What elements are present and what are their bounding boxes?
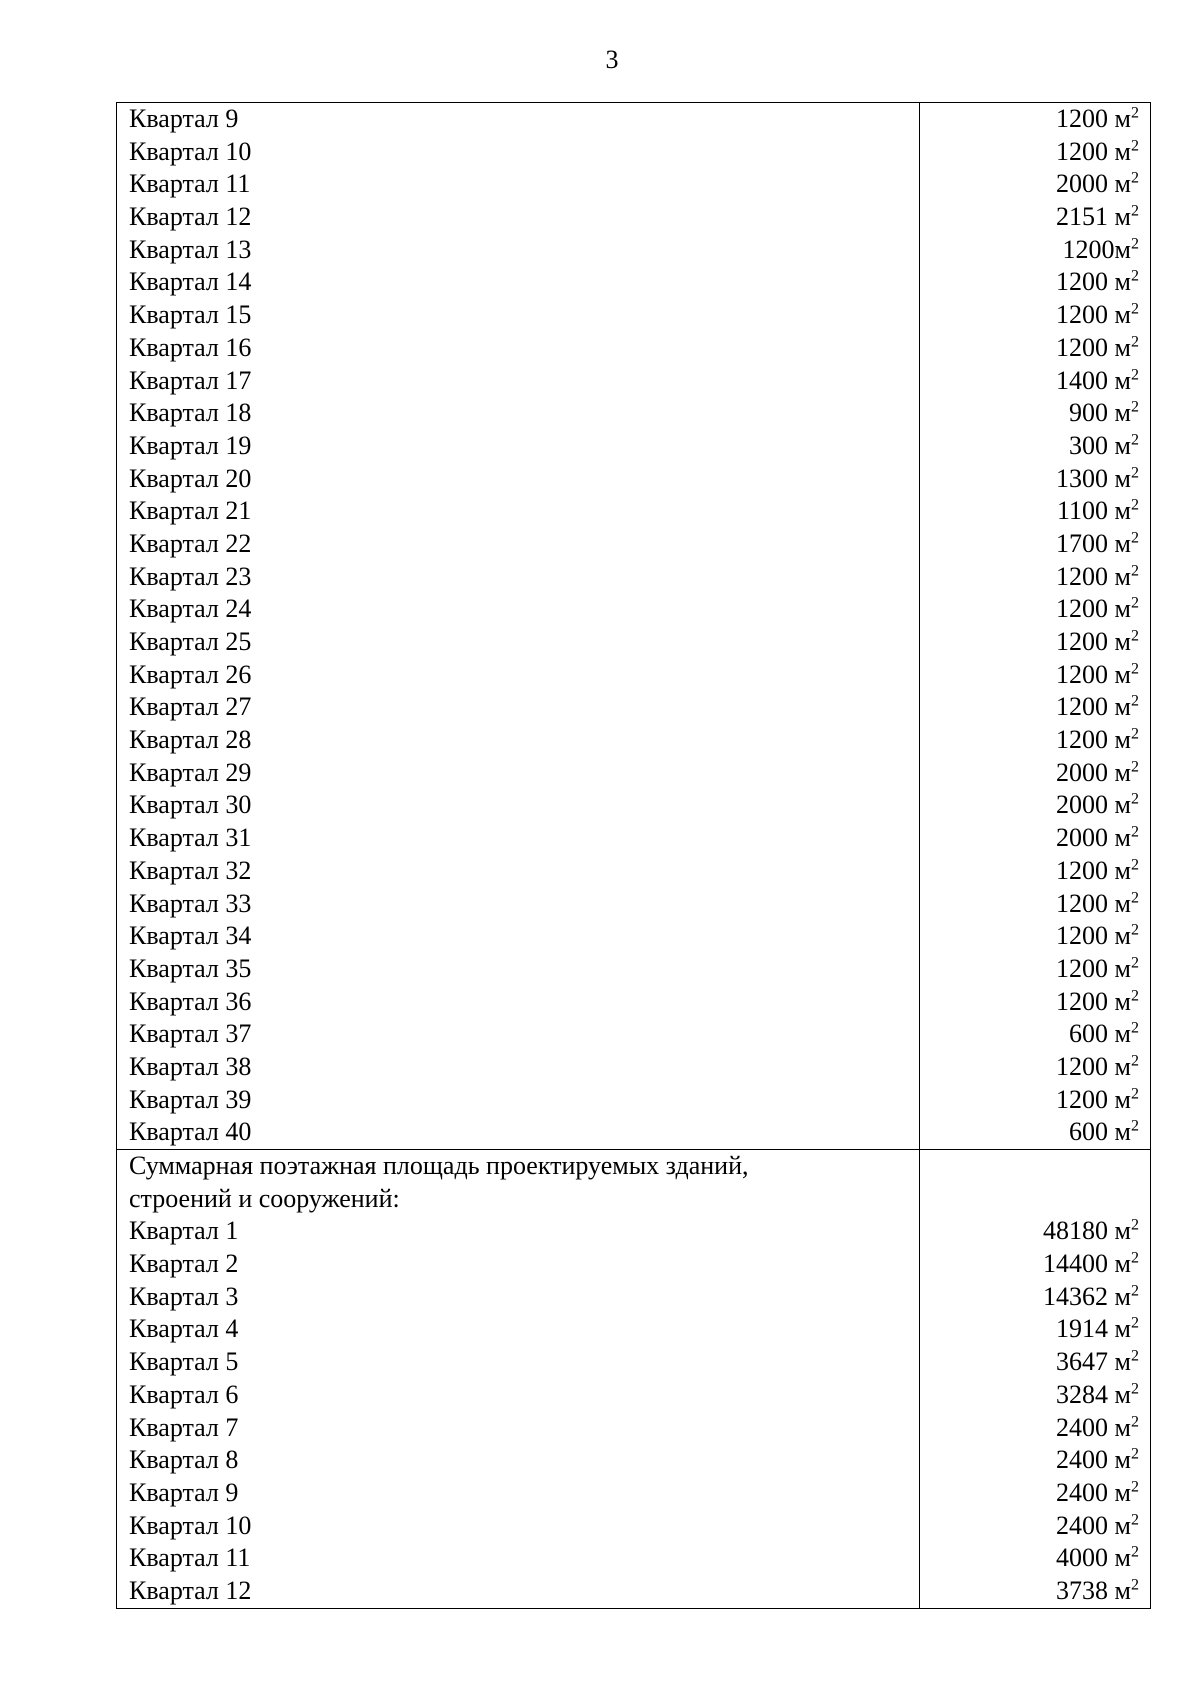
row-value xyxy=(920,789,1139,822)
area-number: 2151 xyxy=(1056,202,1115,232)
area-number: 1200 xyxy=(1056,888,1115,918)
row-value xyxy=(920,299,1139,332)
area-unit: м xyxy=(1114,659,1131,689)
area-number: 1200 xyxy=(1056,855,1115,885)
row-value xyxy=(920,855,1139,888)
area-unit: м xyxy=(1114,692,1131,722)
row-value xyxy=(920,1051,1139,1084)
area-unit-exponent: 2 xyxy=(1131,790,1139,808)
area-number: 600 xyxy=(1069,1019,1115,1049)
row-label: Квартал 23 xyxy=(129,561,252,591)
area-unit: м xyxy=(1114,561,1131,591)
row-label: Квартал 40 xyxy=(129,1117,252,1147)
area-unit-exponent: 2 xyxy=(1131,627,1139,645)
area-unit-exponent: 2 xyxy=(1131,202,1139,220)
area-number: 600 xyxy=(1069,1117,1115,1147)
row-value xyxy=(920,1346,1139,1379)
area-unit-exponent: 2 xyxy=(1131,1380,1139,1398)
area-unit-exponent: 2 xyxy=(1131,954,1139,972)
area-unit: м xyxy=(1114,1379,1131,1409)
area-number: 48180 xyxy=(1043,1216,1115,1246)
area-number: 1200 xyxy=(1056,627,1115,656)
area-unit-exponent: 2 xyxy=(1131,1543,1139,1561)
area-unit-exponent: 2 xyxy=(1131,921,1139,939)
row-label: Квартал 31 xyxy=(129,823,252,853)
area-unit: м xyxy=(1114,1575,1131,1605)
row-value xyxy=(920,1412,1139,1445)
row-label: Квартал 30 xyxy=(129,790,252,820)
table-row-block-1 xyxy=(117,103,1151,1150)
area-unit-exponent: 2 xyxy=(1131,1510,1139,1528)
area-unit-exponent: 2 xyxy=(1131,1576,1139,1594)
area-unit-exponent: 2 xyxy=(1131,300,1139,318)
area-unit: м xyxy=(1114,169,1131,199)
area-number: 1200 xyxy=(1056,267,1115,297)
row-label: Квартал 24 xyxy=(129,594,252,624)
row-label: Квартал 12 xyxy=(129,1575,252,1605)
row-label: Квартал 15 xyxy=(129,300,252,330)
row-value xyxy=(920,1575,1139,1608)
area-number: 1200 xyxy=(1062,234,1115,264)
row-label: Квартал 13 xyxy=(129,234,252,264)
area-unit-exponent: 2 xyxy=(1131,529,1139,547)
area-unit: м xyxy=(1114,1445,1131,1475)
row-label: Квартал 2 xyxy=(129,1249,239,1279)
row-label: Квартал 7 xyxy=(129,1412,239,1442)
row-value xyxy=(920,561,1139,594)
area-unit: м xyxy=(1114,1019,1131,1049)
area-unit-exponent: 2 xyxy=(1131,692,1139,710)
row-label: Квартал 27 xyxy=(129,692,252,722)
area-unit: м xyxy=(1114,823,1131,853)
area-number: 2400 xyxy=(1056,1412,1115,1442)
row-label: Квартал 17 xyxy=(129,365,252,395)
row-value xyxy=(920,103,1139,136)
row-label: Квартал 11 xyxy=(129,169,251,199)
row-value xyxy=(920,1281,1139,1314)
area-number: 14400 xyxy=(1043,1249,1115,1279)
area-unit: м xyxy=(1114,136,1131,166)
row-value xyxy=(920,659,1139,692)
area-unit: м xyxy=(1114,104,1131,133)
row-value xyxy=(920,1477,1139,1510)
area-number: 1200 xyxy=(1056,561,1115,591)
area-number: 1700 xyxy=(1056,528,1115,558)
area-number: 900 xyxy=(1069,398,1115,428)
row-label: Квартал 18 xyxy=(129,398,252,428)
row-label: Квартал 36 xyxy=(129,986,252,1016)
area-unit: м xyxy=(1114,725,1131,755)
area-unit: м xyxy=(1114,234,1131,264)
block-1-labels xyxy=(117,103,920,1150)
area-unit: м xyxy=(1114,1347,1131,1377)
area-unit: м xyxy=(1114,430,1131,460)
row-value xyxy=(920,1379,1139,1412)
area-number: 2000 xyxy=(1056,790,1115,820)
area-unit-exponent: 2 xyxy=(1131,1216,1139,1234)
row-label: Квартал 29 xyxy=(129,757,252,787)
area-unit-exponent: 2 xyxy=(1131,594,1139,612)
area-unit-exponent: 2 xyxy=(1131,1478,1139,1496)
row-label: Квартал 35 xyxy=(129,953,252,983)
row-value xyxy=(920,953,1139,986)
row-label: Квартал 3 xyxy=(129,1281,239,1311)
area-unit-exponent: 2 xyxy=(1131,496,1139,514)
area-unit: м xyxy=(1114,1510,1131,1540)
row-label: Квартал 25 xyxy=(129,627,252,656)
area-unit-exponent: 2 xyxy=(1131,1347,1139,1365)
area-number: 1200 xyxy=(1056,594,1115,624)
row-label: Квартал 8 xyxy=(129,1445,239,1475)
row-value xyxy=(920,266,1139,299)
row-value xyxy=(920,1215,1139,1248)
area-unit: м xyxy=(1114,921,1131,951)
row-label: Квартал 28 xyxy=(129,725,252,755)
row-value xyxy=(920,1313,1139,1346)
row-value xyxy=(920,332,1139,365)
row-value xyxy=(920,724,1139,757)
area-unit-exponent: 2 xyxy=(1131,1282,1139,1300)
area-unit: м xyxy=(1114,1216,1131,1246)
area-unit-exponent: 2 xyxy=(1131,137,1139,155)
row-value xyxy=(920,626,1139,659)
row-value xyxy=(920,1444,1139,1477)
row-label: Квартал 4 xyxy=(129,1314,239,1344)
area-number: 1400 xyxy=(1056,365,1115,395)
area-number: 2400 xyxy=(1056,1510,1115,1540)
row-label: Квартал 6 xyxy=(129,1379,239,1409)
page-number: 3 xyxy=(605,45,619,74)
row-label: Квартал 33 xyxy=(129,888,252,918)
row-value xyxy=(920,168,1139,201)
row-value xyxy=(920,1542,1139,1575)
area-number: 3738 xyxy=(1056,1575,1115,1605)
area-unit-exponent: 2 xyxy=(1131,463,1139,481)
area-unit-exponent: 2 xyxy=(1131,1249,1139,1267)
block-2-heading-line-1: Суммарная поэтажная площадь проектируемых зданий, xyxy=(129,1151,749,1180)
area-unit-exponent: 2 xyxy=(1131,169,1139,187)
row-label: Квартал 5 xyxy=(129,1347,239,1377)
row-value xyxy=(920,1084,1139,1117)
area-unit-exponent: 2 xyxy=(1131,431,1139,449)
area-number: 2000 xyxy=(1056,823,1115,853)
area-unit: м xyxy=(1114,496,1131,526)
area-number: 4000 xyxy=(1056,1543,1115,1573)
area-unit: м xyxy=(1114,365,1131,395)
area-unit: м xyxy=(1114,1117,1131,1147)
area-unit-exponent: 2 xyxy=(1131,823,1139,841)
row-label: Квартал 38 xyxy=(129,1051,252,1081)
area-unit-exponent: 2 xyxy=(1131,1084,1139,1102)
area-unit-exponent: 2 xyxy=(1131,758,1139,776)
row-label: Квартал 9 xyxy=(129,1477,239,1507)
row-value xyxy=(920,691,1139,724)
row-value xyxy=(920,495,1139,528)
table-row-block-2 xyxy=(117,1150,1151,1609)
area-unit-exponent: 2 xyxy=(1131,561,1139,579)
area-number: 3284 xyxy=(1056,1379,1115,1409)
row-label: Квартал 32 xyxy=(129,855,252,885)
area-unit-exponent: 2 xyxy=(1131,1412,1139,1430)
row-label: Квартал 11 xyxy=(129,1543,251,1573)
row-label: Квартал 14 xyxy=(129,267,252,297)
row-value xyxy=(920,463,1139,496)
row-value xyxy=(920,430,1139,463)
area-unit-exponent: 2 xyxy=(1131,1117,1139,1135)
area-unit: м xyxy=(1114,953,1131,983)
area-unit: м xyxy=(1114,855,1131,885)
area-unit: м xyxy=(1114,1084,1131,1114)
area-unit-exponent: 2 xyxy=(1131,725,1139,743)
row-label: Квартал 10 xyxy=(129,1510,252,1540)
row-label: Квартал 21 xyxy=(129,496,252,526)
area-unit: м xyxy=(1114,1051,1131,1081)
area-number: 1100 xyxy=(1057,496,1115,526)
row-value xyxy=(920,201,1139,234)
area-number: 1200 xyxy=(1056,921,1115,951)
row-value xyxy=(920,234,1139,267)
area-number: 1200 xyxy=(1056,300,1115,330)
area-unit: м xyxy=(1114,463,1131,493)
row-label: Квартал 39 xyxy=(129,1084,252,1114)
row-value xyxy=(920,986,1139,1019)
area-unit: м xyxy=(1114,1412,1131,1442)
area-number: 1200 xyxy=(1056,1051,1115,1081)
area-number: 3647 xyxy=(1056,1347,1115,1377)
area-unit: м xyxy=(1114,1281,1131,1311)
row-value xyxy=(920,365,1139,398)
row-value xyxy=(920,822,1139,855)
row-value xyxy=(920,136,1139,169)
area-unit: м xyxy=(1114,202,1131,232)
block-1-values xyxy=(920,103,1151,1150)
area-unit-exponent: 2 xyxy=(1131,365,1139,383)
area-number: 1200 xyxy=(1056,1084,1115,1114)
area-unit-exponent: 2 xyxy=(1131,986,1139,1004)
area-unit: м xyxy=(1114,267,1131,297)
row-label: Квартал 12 xyxy=(129,202,252,232)
area-number: 1200 xyxy=(1056,332,1115,362)
row-label: Квартал 22 xyxy=(129,528,252,558)
area-unit-exponent: 2 xyxy=(1131,1314,1139,1332)
area-unit-exponent: 2 xyxy=(1131,104,1139,122)
row-label: Квартал 9 xyxy=(129,104,239,133)
area-number: 1200 xyxy=(1056,986,1115,1016)
row-value xyxy=(920,1116,1139,1149)
block-2-labels xyxy=(117,1150,920,1609)
area-unit-exponent: 2 xyxy=(1131,660,1139,678)
row-value xyxy=(920,1018,1139,1051)
area-number: 2000 xyxy=(1056,169,1115,199)
area-number: 2400 xyxy=(1056,1477,1115,1507)
area-table xyxy=(116,102,1151,1609)
area-unit-exponent: 2 xyxy=(1131,1445,1139,1463)
area-unit-exponent: 2 xyxy=(1131,398,1139,416)
area-unit-exponent: 2 xyxy=(1131,333,1139,351)
area-unit: м xyxy=(1114,790,1131,820)
block-2-heading-line-2: строений и сооружений: xyxy=(129,1183,400,1213)
area-unit: м xyxy=(1114,627,1131,656)
area-unit-exponent: 2 xyxy=(1131,267,1139,285)
area-unit: м xyxy=(1114,888,1131,918)
area-unit: м xyxy=(1114,986,1131,1016)
block-2-values xyxy=(920,1150,1151,1609)
row-value xyxy=(920,528,1139,561)
area-number: 1200 xyxy=(1056,104,1115,133)
area-unit: м xyxy=(1114,1543,1131,1573)
area-number: 1200 xyxy=(1056,953,1115,983)
area-number: 2400 xyxy=(1056,1445,1115,1475)
area-number: 2000 xyxy=(1056,757,1115,787)
row-value xyxy=(920,1248,1139,1281)
area-unit: м xyxy=(1114,1314,1131,1344)
area-unit: м xyxy=(1114,594,1131,624)
area-number: 1200 xyxy=(1056,659,1115,689)
area-number: 1914 xyxy=(1056,1314,1115,1344)
row-label: Квартал 19 xyxy=(129,430,252,460)
row-label: Квартал 20 xyxy=(129,463,252,493)
row-value xyxy=(920,920,1139,953)
row-label: Квартал 10 xyxy=(129,136,252,166)
area-unit-exponent: 2 xyxy=(1131,1019,1139,1037)
row-label: Квартал 16 xyxy=(129,332,252,362)
row-value xyxy=(920,397,1139,430)
row-value xyxy=(920,757,1139,790)
area-unit: м xyxy=(1114,757,1131,787)
area-number: 1200 xyxy=(1056,692,1115,722)
area-unit: м xyxy=(1114,1477,1131,1507)
area-unit-exponent: 2 xyxy=(1131,1052,1139,1070)
area-unit: м xyxy=(1114,332,1131,362)
row-label: Квартал 26 xyxy=(129,659,252,689)
area-unit-exponent: 2 xyxy=(1131,856,1139,874)
blank-line xyxy=(920,1183,1139,1216)
row-label: Квартал 34 xyxy=(129,921,252,951)
area-unit: м xyxy=(1114,300,1131,330)
row-value xyxy=(920,593,1139,626)
area-unit: м xyxy=(1114,528,1131,558)
area-number: 14362 xyxy=(1043,1281,1115,1311)
area-number: 1200 xyxy=(1056,725,1115,755)
area-unit-exponent: 2 xyxy=(1131,235,1139,253)
area-number: 1200 xyxy=(1056,136,1115,166)
area-unit-exponent: 2 xyxy=(1131,888,1139,906)
row-value xyxy=(920,1510,1139,1543)
row-label: Квартал 37 xyxy=(129,1019,252,1049)
row-value xyxy=(920,888,1139,921)
row-label: Квартал 1 xyxy=(129,1216,239,1246)
area-unit: м xyxy=(1114,398,1131,428)
blank-line xyxy=(920,1150,1139,1183)
area-number: 300 xyxy=(1069,430,1115,460)
area-unit: м xyxy=(1114,1249,1131,1279)
area-number: 1300 xyxy=(1056,463,1115,493)
